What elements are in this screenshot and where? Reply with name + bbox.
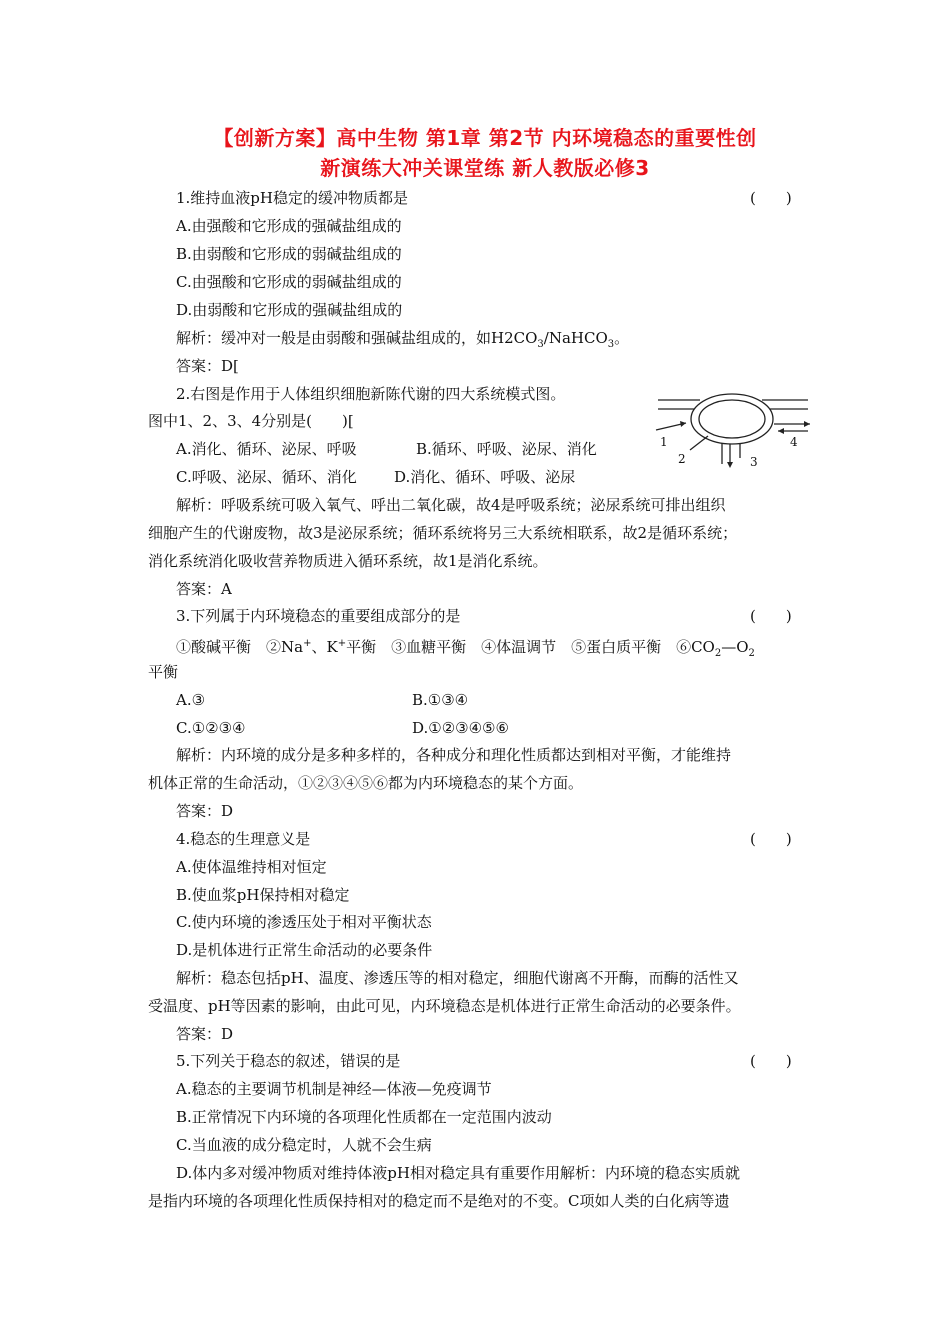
q2-answer: 答案：A: [176, 580, 232, 598]
q2-option-d: D.消化、循环、呼吸、泌尿: [394, 468, 576, 486]
q3-option-d: D.①②③④⑤⑥: [412, 719, 509, 737]
q2-analysis-3: 消化系统消化吸收营养物质进入循环系统，故1是消化系统。: [148, 552, 548, 570]
q4-option-b: B.使血浆pH保持相对稳定: [176, 886, 350, 904]
q1-answer-paren: ( ): [750, 189, 792, 207]
q2-option-b: B.循环、呼吸、泌尿、消化: [416, 440, 597, 458]
diagram-label-1: 1: [660, 435, 668, 449]
q4-answer-paren: ( ): [750, 830, 792, 848]
q4-answer: 答案：D: [176, 1025, 234, 1043]
q4-analysis-1: 解析：稳态包括pH、温度、渗透压等的相对稳定，细胞代谢离不开酶，而酶的活性又: [176, 969, 739, 987]
q3-analysis-2: 机体正常的生命活动，①②③④⑤⑥都为内环境稳态的某个方面。: [148, 774, 584, 792]
q2-option-c: C.呼吸、泌尿、循环、消化: [176, 468, 357, 486]
q2-stem: 2.右图是作用于人体组织细胞新陈代谢的四大系统模式图。: [176, 385, 566, 403]
q2-analysis-1: 解析：呼吸系统可吸入氧气、呼出二氧化碳，故4是呼吸系统；泌尿系统可排出组织: [176, 496, 726, 514]
q3-option-a: A.③: [176, 691, 206, 709]
diagram-label-2: 2: [678, 452, 686, 466]
q5-answer-paren: ( ): [750, 1052, 792, 1070]
q3-option-b: B.①③④: [412, 691, 469, 709]
q1-answer: 答案：D[: [176, 357, 239, 375]
q5-option-c: C.当血液的成分稳定时，人就不会生病: [176, 1136, 432, 1154]
q4-option-c: C.使内环境的渗透压处于相对平衡状态: [176, 913, 432, 931]
q5-continuation: 是指内环境的各项理化性质保持相对的稳定而不是绝对的不变。C项如人类的白化病等遗: [148, 1192, 730, 1210]
q5-option-d: D.体内多对缓冲物质对维持体液pH相对稳定具有重要作用解析：内环境的稳态实质就: [176, 1164, 740, 1182]
q1-option-a: A.由强酸和它形成的强碱盐组成的: [176, 217, 402, 235]
q3-answer: 答案：D: [176, 802, 234, 820]
q1-stem: 1.维持血液pH稳定的缓冲物质都是: [176, 189, 408, 207]
four-systems-diagram: [650, 386, 820, 472]
q1-option-c: C.由强酸和它形成的弱碱盐组成的: [176, 273, 402, 291]
q4-analysis-2: 受温度、pH等因素的影响，由此可见，内环境稳态是机体进行正常生命活动的必要条件。: [148, 997, 741, 1015]
q2-option-a: A.消化、循环、泌尿、呼吸: [176, 440, 357, 458]
q2-analysis-2: 细胞产生的代谢废物，故3是泌尿系统；循环系统将另三大系统相联系，故2是循环系统；: [148, 524, 738, 542]
doc-title-line-1: 【创新方案】高中生物 第1章 第2节 内环境稳态的重要性创: [213, 126, 757, 150]
q1-analysis: 解析：缓冲对一般是由弱酸和强碱盐组成的，如$H2CO_3/NaHCO_3$。: [176, 329, 630, 350]
q3-items: ①酸碱平衡 ②Na+、K+平衡 ③血糖平衡 ④体温调节 ⑤蛋白质平衡 $⑥CO_2—O_2$: [176, 638, 755, 659]
q4-option-a: A.使体温维持相对恒定: [176, 858, 327, 876]
q5-stem: 5.下列关于稳态的叙述，错误的是: [176, 1052, 401, 1070]
q5-option-b: B.正常情况下内环境的各项理化性质都在一定范围内波动: [176, 1108, 552, 1126]
diagram-label-4: 4: [790, 435, 798, 449]
q3-answer-paren: ( ): [750, 607, 792, 625]
diagram-label-3: 3: [750, 455, 758, 469]
q3-option-c: C.①②③④: [176, 719, 246, 737]
q1-option-b: B.由弱酸和它形成的弱碱盐组成的: [176, 245, 402, 263]
q2-stem-2: 图中1、2、3、4分别是( )[: [148, 412, 354, 430]
q1-option-d: D.由弱酸和它形成的强碱盐组成的: [176, 301, 403, 319]
doc-title-line-2: 新演练大冲关课堂练 新人教版必修3: [320, 156, 650, 180]
q3-analysis-1: 解析：内环境的成分是多种多样的，各种成分和理化性质都达到相对平衡，才能维持: [176, 746, 732, 764]
q5-option-a: A.稳态的主要调节机制是神经—体液—免疫调节: [176, 1080, 492, 1098]
q4-stem: 4.稳态的生理意义是: [176, 830, 311, 848]
q4-option-d: D.是机体进行正常生命活动的必要条件: [176, 941, 433, 959]
q3-stem: 3.下列属于内环境稳态的重要组成部分的是: [176, 607, 461, 625]
q3-items-2: 平衡: [148, 663, 179, 681]
